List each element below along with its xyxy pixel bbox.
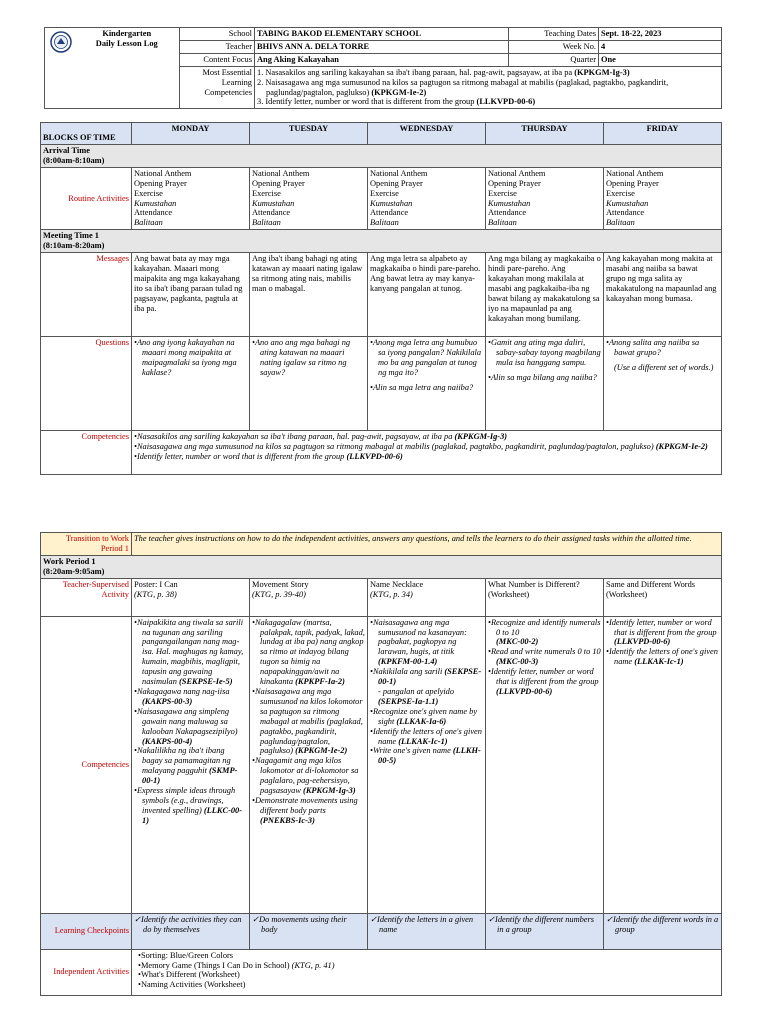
routine-cell-friday: National Anthem Opening Prayer Exercise Kumustahan Attendance Balitaan <box>604 167 722 229</box>
routine-cell-tuesday: National Anthem Opening Prayer Exercise Kumustahan Attendance Balitaan <box>250 167 368 229</box>
teacher-supervised-label: Teacher-Supervised Activity <box>41 578 132 616</box>
grade-label: Kindergarten <box>102 29 152 38</box>
mel-item: 2. Naisasagawa ang mga sumusunod na kilos sa pagtugon sa ritmong mabagal at mabilis (paglakad, pagtakbo, pagkandirit, paglundag/pagtalon, paglukso) (KPKGM-Ie-2) <box>257 77 669 97</box>
teacher-label: Teacher <box>180 40 255 53</box>
teaching-dates-value: Sept. 18-22, 2023 <box>599 28 722 41</box>
daily-schedule-table-2 <box>40 532 722 996</box>
mel-item: 3. Identify letter, number or word that is different from the group (LLKVPD-00-6) <box>257 97 536 107</box>
teacher-value: BHIVS ANN A. DELA TORRE <box>255 40 509 53</box>
teaching-dates-label: Teaching Dates <box>509 28 599 41</box>
questions-friday: • Anong salita ang naiiba sa bawat grupo? (Use a different set of words.) <box>604 337 722 431</box>
checkpoint-tuesday: ✓ Do movements using their body <box>250 913 368 949</box>
checkpoint-wednesday: ✓ Identify the letters in a given name <box>368 913 486 949</box>
independent-activities-list: • Sorting: Blue/Green Colors • Memory Game (Things I Can Do in School) (KTG, p. 41) • What's Different (Worksheet) • Naming Activities (Worksheet) <box>132 949 722 995</box>
school-label: School <box>180 28 255 41</box>
lesson-log-header <box>44 27 722 109</box>
routine-cell-wednesday: National Anthem Opening Prayer Exercise Kumustahan Attendance Balitaan <box>368 167 486 229</box>
work-period-row: Work Period 1 (8:20am-9:05am) <box>41 555 722 578</box>
week-label: Week No. <box>509 40 599 53</box>
tsa-thursday: What Number is Different? (Worksheet) <box>486 578 604 616</box>
day-header-wednesday: WEDNESDAY <box>368 123 486 145</box>
transition-text: The teacher gives instructions on how to do the independent activities, answers any questions, and tells the learners to do their assigned tasks within the allotted time. <box>132 533 722 556</box>
mel-list <box>255 66 722 109</box>
school-value: TABING BAKOD ELEMENTARY SCHOOL <box>255 28 509 41</box>
questions-monday: • Ano ang iyong kakayahan na maaari mong maipakita at maipagmalaki sa iyong mga kaklase? <box>132 337 250 431</box>
competencies-thursday: • Recognize and identify numerals 0 to 10 (MKC-00-2) • Read and write numerals 0 to 10 (MKC-00-3) • Identify letter, number or word that is different from the group (LLKVPD-00-6) <box>486 616 604 913</box>
questions-tuesday: • Ano ano ang mga bahagi ng ating katawan na maaari nating igalaw sa ritmo ng sayaw? <box>250 337 368 431</box>
day-header-monday: MONDAY <box>132 123 250 145</box>
mel-item: 1. Nasasakilos ang sariling kakayahan sa iba't ibang paraan, hal. pag-awit, pagsayaw, at iba pa (KPKGM-Ig-3) <box>257 67 630 77</box>
competency-item: • Nasasakilos ang sariling kakayahan sa iba't ibang paraan, hal. pag-awit, pagsayaw, at iba pa (KPKGM-Ig-3) <box>134 432 719 442</box>
questions-label: Questions <box>41 337 132 431</box>
tsa-wednesday: Name Necklace (KTG, p. 34) <box>368 578 486 616</box>
message-friday: Ang kakayahan mong makita at masabi ang naiiba sa bawat grupo ng mga salita ay makakatulong na mapaunlad ang kakayahan mong bumasa. <box>604 253 722 337</box>
competencies-monday: • Naipakikita ang tiwala sa sarili na tugunan ang sariling pangangailangan nang mag-isa. Hal. maghugas ng kamay, kumain, magbihis, magligpit, tapusin ang gawaing nasimulan (SEKPSE-Ie-5) • Nakagagawa nang nag-iisa (KAKPS-00-3) • Naisasagawa ang simpleng gawain nang maluwag sa kalooban Nakapagsezipilyo) (KAKPS-00-4) • Nakalilikha ng iba't ibang bagay sa pamamagitan ng malayang pagguhit (SKMP-00-1) • Express simple ideas through symbols (e.g., drawings, invented spelling) (LLKC-00-1) <box>132 616 250 913</box>
competencies-wednesday: • Naisasagawa ang mga sumusunod na kasanayan: pagbakat, pagkopya ng larawan, hugis, at titik (KPKFM-00-1.4) • Nakikilala ang sarili (SEKPSE-00-1) - pangalan at apelyido (SEKPSE-Ia-1.1) • Recognize one's given name by sight (LLKAK-Ia-6) • Identify the letters of one's given name (LLKAK-Ic-1) • Write one's given name (LLKH-00-5) <box>368 616 486 913</box>
routine-cell-thursday: National Anthem Opening Prayer Exercise Kumustahan Attendance Balitaan <box>486 167 604 229</box>
competencies-label: Competencies <box>41 431 132 475</box>
tsa-tuesday: Movement Story (KTG, p. 39-40) <box>250 578 368 616</box>
messages-label: Messages <box>41 253 132 337</box>
competency-item: • Naisasagawa ang mga sumusunod na kilos sa pagtugon sa ritmong mabagal at mabilis (paglakad, pagtakbo, pagkandirit, paglundag/pagtalon, paglukso) (KPKGM-Ie-2) <box>134 442 719 452</box>
quarter-label: Quarter <box>509 53 599 66</box>
checkpoint-monday: ✓ Identify the activities they can do by themselves <box>132 913 250 949</box>
checkpoint-thursday: ✓ Identify the different numbers in a group <box>486 913 604 949</box>
week-value: 4 <box>599 40 722 53</box>
arrival-time-row: Arrival Time (8:00am-8:10am) <box>41 145 722 168</box>
message-monday: Ang bawat bata ay may mga kakayahan. Maaari mong maipakita ang mga kakayahang ito sa iba't ibang paraan tulad ng pagsayaw, pagkanta, pagtula at iba pa. <box>132 253 250 337</box>
content-focus-label: Content Focus <box>180 53 255 66</box>
day-header-friday: FRIDAY <box>604 123 722 145</box>
learning-checkpoints-label: Learning Checkpoints <box>41 913 132 949</box>
checkpoint-friday: ✓ Identify the different words in a group <box>604 913 722 949</box>
daily-schedule-table-1 <box>40 122 722 475</box>
transition-label: Transition to Work Period 1 <box>41 533 132 556</box>
competencies2-label: Competencies <box>41 616 132 913</box>
routine-label: Routine Activities <box>41 167 132 229</box>
blocks-of-time-header: BLOCKS OF TIME <box>41 123 132 145</box>
independent-activities-label: Independent Activities <box>41 949 132 995</box>
competency-item: • Identify letter, number or word that is different from the group (LLKVPD-00-6) <box>134 452 719 462</box>
content-focus-value: Ang Aking Kakayahan <box>255 53 509 66</box>
message-tuesday: Ang iba't ibang bahagi ng ating katawan ay maaari nating igalaw sa ritmong ating nais, mabilis man o mabagal. <box>250 253 368 337</box>
tsa-friday: Same and Different Words (Worksheet) <box>604 578 722 616</box>
questions-wednesday: • Anong mga letra ang bumubuo sa iyong pangalan? Nakikilala mo ba ang pangalan at tunog ng mga ito? • Alin sa mga letra ang naiiba? <box>368 337 486 431</box>
competencies-friday: • Identify letter, number or word that is different from the group (LLKVPD-00-6) • Identify the letters of one's given name (LLKAK-Ic-1) <box>604 616 722 913</box>
questions-thursday: • Gamit ang ating mga daliri, sabay-sabay tayong magbilang mula isa hanggang sampu. • Alin sa mga bilang ang naiiba? <box>486 337 604 431</box>
competencies-tuesday: • Nakagagalaw (martsa, palakpak, tapik, padyak, lakad, lundag at iba pa) nang angkop sa ritmo at indayog bilang tugon sa himig na napapakinggan/awit na kinakanta (KPKPF-Ia-2) • Naisasagawa ang mga sumusunod na kilos lokomotor sa pagtugon sa ritmong mabagal at mabilis (paglakad, pagtakbo, pagkandirit, paglundag/pagtalon, paglukso) (KPKGM-Ie-2) • Nagagamit ang mga kilos lokomotor at di-lokomotor sa paglalaro, pag-eehersisyo, pagsasayaw (KPKGM-Ig-3) • Demonstrate movements using different body parts (PNEKBS-Ic-3) <box>250 616 368 913</box>
message-thursday: Ang mga bilang ay magkakaiba o hindi pare-pareho. Ang kakayahan mong makilala at masabi ang pagkakaiba-iba ng bawat bilang ay makakatulong sa iyo na mapaunlad pa ang kakayahan mong bumilang. <box>486 253 604 337</box>
routine-cell-monday: National Anthem Opening Prayer Exercise Kumustahan Attendance Balitaan <box>132 167 250 229</box>
log-title: Daily Lesson Log <box>95 38 158 48</box>
competencies-list <box>132 431 722 475</box>
quarter-value: One <box>599 53 722 66</box>
message-wednesday: Ang mga letra sa alpabeto ay magkakaiba o hindi pare-pareho. Ang bawat letra ay may kanya-kanyang pangalan at tunog. <box>368 253 486 337</box>
day-header-thursday: THURSDAY <box>486 123 604 145</box>
day-header-tuesday: TUESDAY <box>250 123 368 145</box>
tsa-monday: Poster: I Can (KTG, p. 38) <box>132 578 250 616</box>
mel-label: Most Essential Learning Competencies <box>180 66 255 109</box>
meeting-time-row: Meeting Time 1 (8:10am-8:20am) <box>41 230 722 253</box>
